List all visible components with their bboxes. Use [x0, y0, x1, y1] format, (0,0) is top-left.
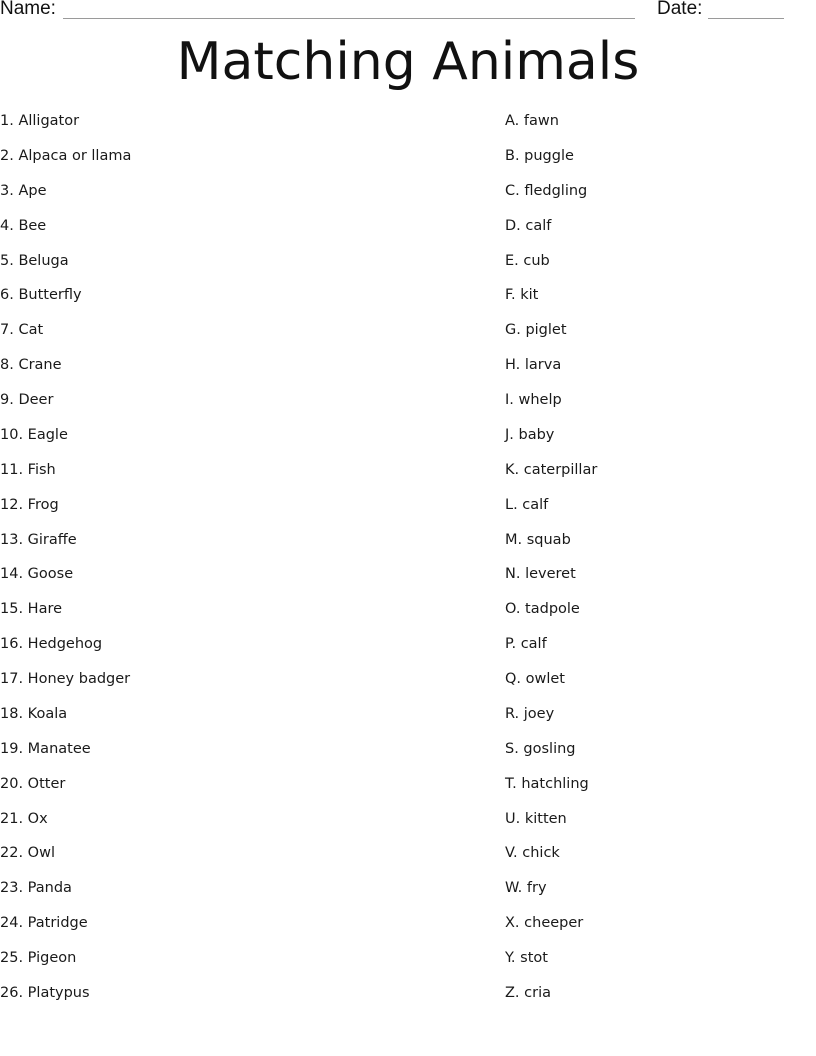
baby-name-item: M. squab — [505, 531, 571, 548]
baby-name-item: B. puggle — [505, 147, 574, 164]
animal-item: 1. Alligator — [0, 113, 80, 129]
worksheet-header — [0, 0, 816, 22]
baby-name-item: H. larva — [505, 357, 562, 374]
baby-name-item: O. tadpole — [505, 601, 580, 618]
date-blank-line — [708, 18, 784, 19]
baby-name-item: U. kitten — [505, 810, 567, 827]
animal-item: 25. Pigeon — [0, 950, 77, 966]
baby-name-item: D. calf — [505, 217, 552, 234]
animal-item: 2. Alpaca or llama — [0, 147, 132, 164]
animal-item: 20. Otter — [0, 775, 66, 792]
animal-item: 11. Fish — [0, 461, 56, 478]
animal-list — [0, 104, 480, 1011]
baby-name-item: E. cub — [505, 252, 550, 269]
baby-name-item: J. baby — [505, 426, 555, 443]
animal-item: 3. Ape — [0, 182, 47, 199]
animal-item: 18. Koala — [0, 705, 68, 722]
baby-name-item: P. calf — [505, 636, 547, 653]
baby-name-item: F. kit — [505, 287, 539, 304]
date-label: Date: — [657, 0, 703, 19]
animal-item: 10. Eagle — [0, 426, 68, 443]
baby-name-list — [505, 104, 805, 1011]
baby-name-item: Y. stot — [505, 950, 548, 966]
name-blank-line — [63, 18, 635, 19]
baby-name-item: A. fawn — [505, 113, 559, 129]
animal-item: 17. Honey badger — [0, 671, 131, 687]
animal-item: 12. Frog — [0, 496, 59, 513]
baby-name-item: Z. cria — [505, 984, 551, 1001]
animal-item: 26. Platypus — [0, 984, 90, 1001]
baby-name-item: L. calf — [505, 496, 549, 513]
animal-item: 5. Beluga — [0, 252, 69, 269]
animal-item: 13. Giraffe — [0, 531, 77, 548]
baby-name-item: X. cheeper — [505, 915, 584, 932]
animal-item: 9. Deer — [0, 392, 54, 408]
name-label: Name: — [0, 0, 56, 19]
animal-item: 24. Patridge — [0, 915, 88, 932]
baby-name-item: W. fry — [505, 880, 547, 897]
animal-item: 16. Hedgehog — [0, 636, 103, 653]
baby-name-item: R. joey — [505, 705, 555, 722]
animal-item: 7. Cat — [0, 322, 44, 339]
animal-item: 15. Hare — [0, 601, 63, 618]
baby-name-item: N. leveret — [505, 566, 576, 583]
baby-name-item: G. piglet — [505, 322, 567, 339]
baby-name-item: V. chick — [505, 845, 560, 862]
animal-item: 8. Crane — [0, 357, 62, 374]
baby-name-item: T. hatchling — [505, 775, 589, 792]
baby-name-item: C. fledgling — [505, 182, 588, 199]
animal-item: 21. Ox — [0, 810, 48, 827]
animal-item: 22. Owl — [0, 845, 55, 862]
baby-name-item: Q. owlet — [505, 671, 565, 687]
animal-item: 19. Manatee — [0, 740, 91, 757]
animal-item: 14. Goose — [0, 566, 74, 583]
animal-item: 6. Butterfly — [0, 287, 82, 304]
page-title: Matching Animals — [176, 32, 640, 92]
animal-item: 4. Bee — [0, 217, 47, 234]
baby-name-item: K. caterpillar — [505, 461, 598, 478]
baby-name-item: S. gosling — [505, 740, 576, 757]
baby-name-item: I. whelp — [505, 392, 562, 408]
animal-item: 23. Panda — [0, 880, 72, 897]
